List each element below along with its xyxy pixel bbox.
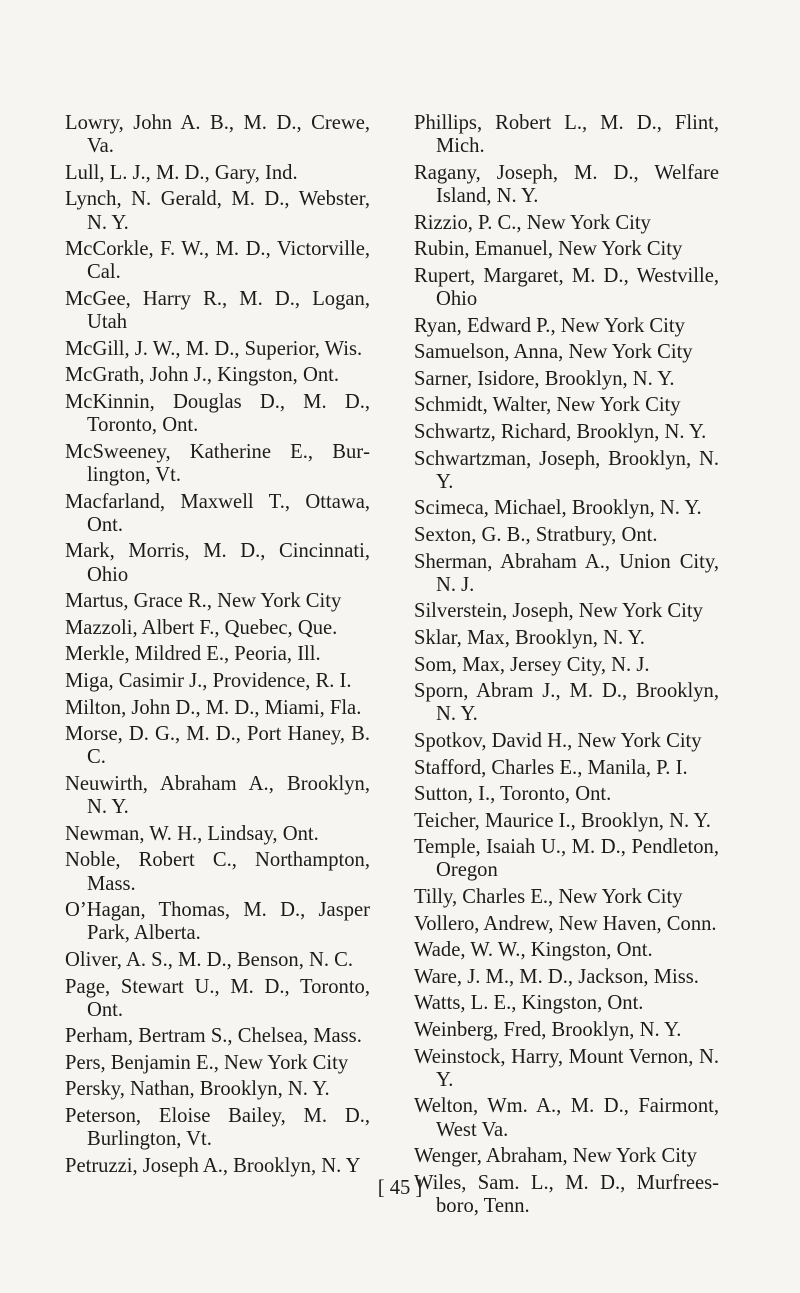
list-entry: Lull, L. J., M. D., Gary, Ind. (65, 161, 298, 184)
list-entry: Peterson, Eloise Bailey, M. D., Burlington, Vt. (65, 1105, 370, 1151)
list-entry: Vollero, Andrew, New Haven, Conn. (414, 912, 717, 935)
list-entry: McCorkle, F. W., M. D., Victorville, Cal. (65, 238, 370, 284)
list-entry: Ragany, Joseph, M. D., Welfare Island, N. Y. (414, 161, 719, 207)
list-entry: Macfarland, Maxwell T., Ottawa, Ont. (65, 490, 370, 536)
list-entry: Mazzoli, Albert F., Quebec, Que. (65, 616, 338, 639)
list-entry: Rizzio, P. C., New York City (414, 211, 651, 234)
list-entry: McGee, Harry R., M. D., Logan, Utah (65, 287, 370, 334)
list-entry: Rubin, Emanuel, New York City (414, 238, 683, 261)
list-entry: Ryan, Edward P., New York City (414, 314, 685, 337)
list-entry: Sarner, Isidore, Brooklyn, N. Y. (414, 367, 675, 390)
list-entry: Oliver, A. S., M. D., Benson, N. C. (65, 948, 354, 971)
page-number: [ 45 ] (377, 1177, 423, 1199)
list-entry: Noble, Robert C., Northampton, Mass. (65, 849, 370, 895)
list-entry: Milton, John D., M. D., Miami, Fla. (65, 696, 362, 719)
list-entry: Watts, L. E., Kingston, Ont. (414, 992, 644, 1015)
list-entry: Miga, Casimir J., Providence, R. I. (65, 669, 352, 692)
list-entry: Petruzzi, Joseph A., Brooklyn, N. Y (65, 1154, 361, 1177)
list-entry: Schmidt, Walter, New York City (414, 394, 681, 417)
list-entry: Som, Max, Jersey City, N. J. (414, 653, 650, 676)
list-entry: Weinstock, Harry, Mount Vernon, N. Y. (414, 1045, 719, 1091)
right-column (414, 112, 719, 1222)
list-entry: Sherman, Abraham A., Union City, N. J. (414, 550, 719, 596)
list-entry: Wiles, Sam. L., M. D., Murfreesboro, Tenn. (414, 1171, 719, 1218)
list-entry: Temple, Isaiah U., M. D., Pendleton, Oregon (414, 836, 719, 882)
left-column (65, 112, 370, 1181)
list-entry: Sutton, I., Toronto, Ont. (414, 783, 612, 806)
list-entry: Persky, Nathan, Brooklyn, N. Y. (65, 1078, 330, 1101)
list-entry: Wenger, Abraham, New York City (414, 1145, 697, 1168)
list-entry: McGrath, John J., Kingston, Ont. (65, 364, 340, 387)
list-entry: O’Hagan, Thomas, M. D., Jasper Park, Alberta. (65, 899, 370, 945)
list-entry: Phillips, Robert L., M. D., Flint, Mich. (414, 112, 719, 158)
list-entry: Perham, Bertram S., Chelsea, Mass. (65, 1025, 362, 1048)
list-entry: Page, Stewart U., M. D., Toronto, Ont. (65, 975, 370, 1021)
list-entry: Sklar, Max, Brooklyn, N. Y. (414, 626, 645, 649)
list-entry: Mark, Morris, M. D., Cincinnati, Ohio (65, 540, 370, 586)
list-entry: Silverstein, Joseph, New York City (414, 600, 703, 623)
list-entry: Morse, D. G., M. D., Port Haney, B. C. (65, 723, 370, 769)
list-entry: Tilly, Charles E., New York City (414, 886, 683, 909)
list-entry: Schwartz, Richard, Brooklyn, N. Y. (414, 420, 707, 443)
list-entry: Ware, J. M., M. D., Jackson, Miss. (414, 965, 699, 988)
list-entry: Weinberg, Fred, Brooklyn, N. Y. (414, 1019, 682, 1042)
list-entry: Lynch, N. Gerald, M. D., Webster, N. Y. (65, 188, 370, 234)
list-entry: Merkle, Mildred E., Peoria, Ill. (65, 643, 321, 666)
list-entry: Sporn, Abram J., M. D., Brooklyn, N. Y. (414, 680, 719, 726)
list-entry: Rupert, Margaret, M. D., Westville, Ohio (414, 264, 719, 310)
list-entry: Martus, Grace R., New York City (65, 590, 342, 613)
list-entry: McKinnin, Douglas D., M. D., Toronto, Ont. (65, 390, 370, 437)
list-entry: Spotkov, David H., New York City (414, 729, 702, 752)
list-entry: Lowry, John A. B., M. D., Crewe, Va. (65, 112, 370, 158)
list-entry: Stafford, Charles E., Manila, P. I. (414, 756, 688, 779)
list-entry: Wade, W. W., Kingston, Ont. (414, 939, 653, 962)
list-entry: Newman, W. H., Lindsay, Ont. (65, 822, 319, 845)
list-entry: McGill, J. W., M. D., Superior, Wis. (65, 337, 363, 360)
list-entry: Pers, Benjamin E., New York City (65, 1051, 349, 1074)
list-entry: Sexton, G. B., Stratbury, Ont. (414, 523, 658, 546)
list-entry: Samuelson, Anna, New York City (414, 341, 693, 364)
list-entry: Scimeca, Michael, Brooklyn, N. Y. (414, 497, 702, 520)
list-entry: Schwartzman, Joseph, Brooklyn, N. Y. (414, 447, 719, 493)
list-entry: McSweeney, Katherine E., Burlington, Vt. (65, 440, 370, 486)
list-entry: Welton, Wm. A., M. D., Fairmont, West Va. (414, 1095, 719, 1141)
list-entry: Teicher, Maurice I., Brooklyn, N. Y. (414, 809, 711, 832)
list-entry: Neuwirth, Abraham A., Brooklyn, N. Y. (65, 772, 370, 819)
